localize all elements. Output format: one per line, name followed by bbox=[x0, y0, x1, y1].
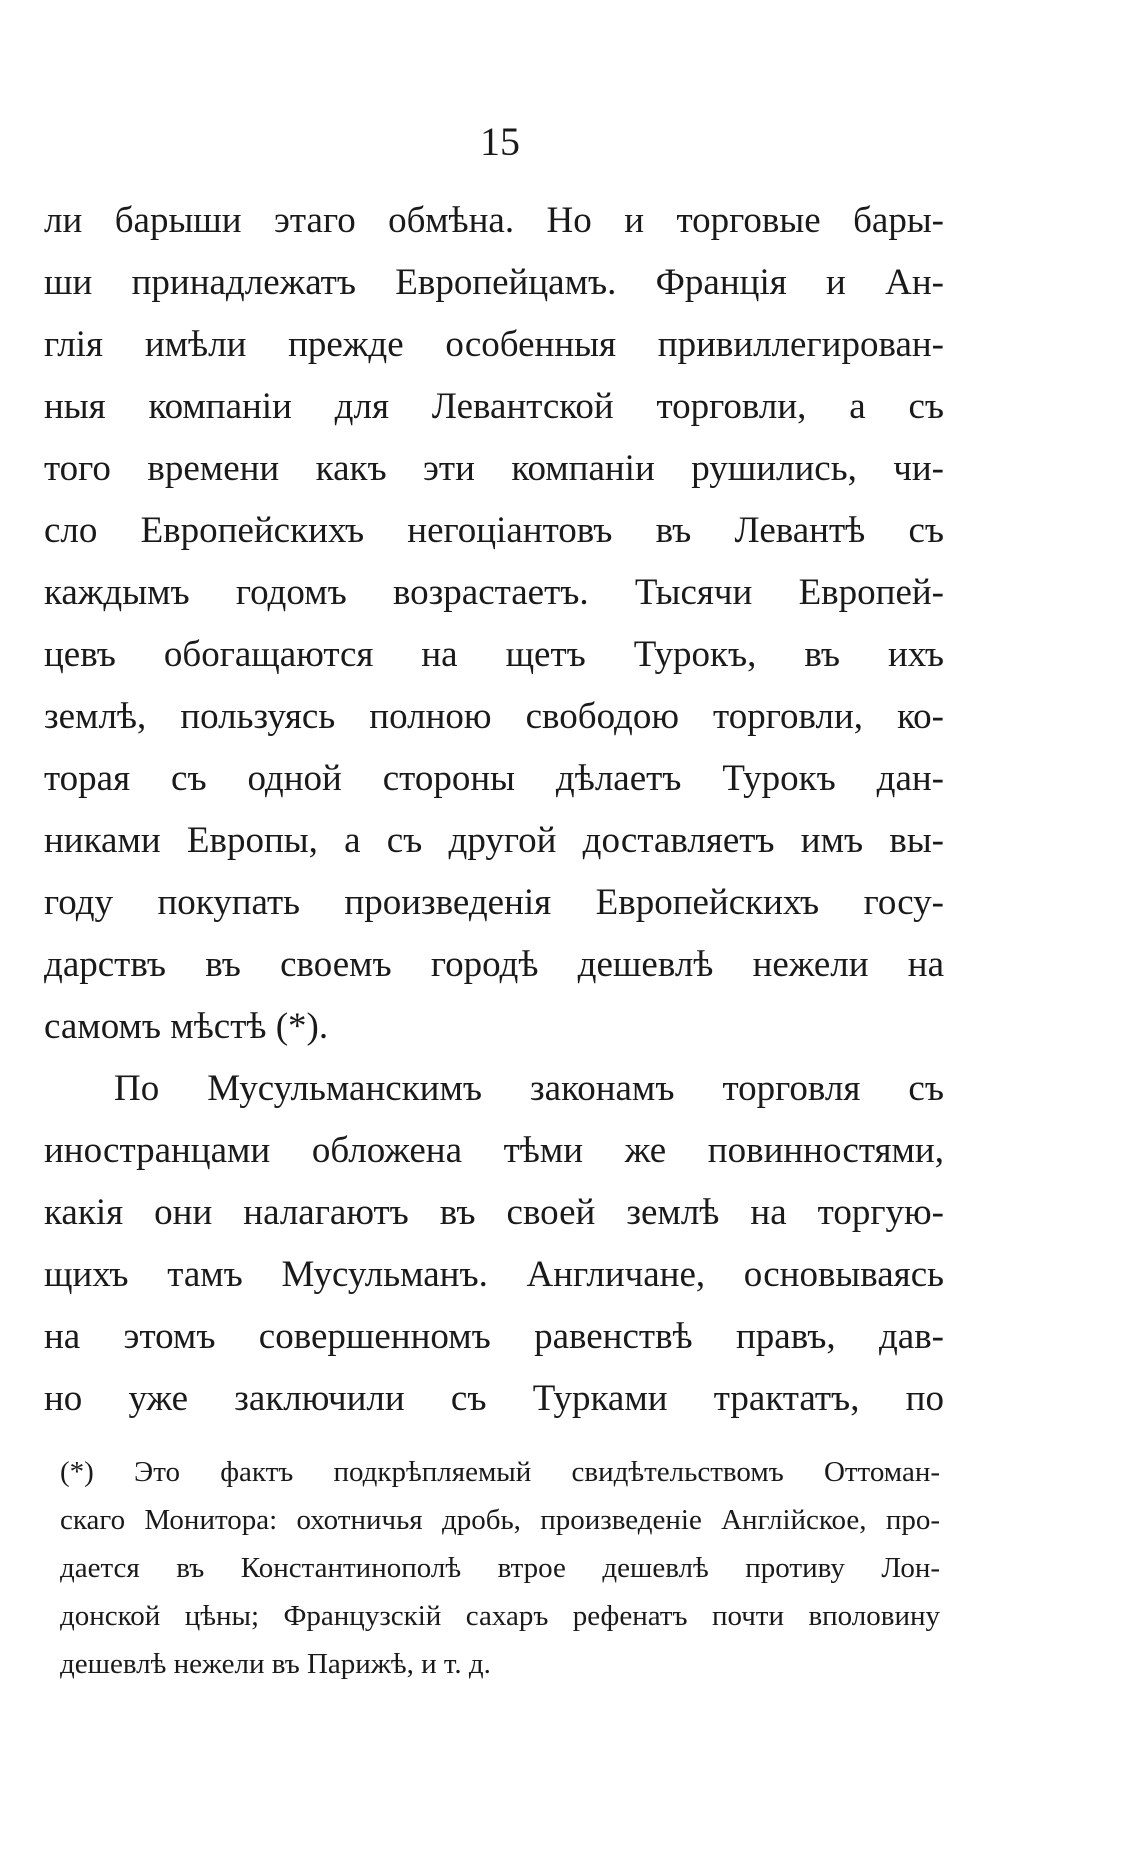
text-line: никами Европы, а съ другой доставляетъ имъ вы- bbox=[44, 820, 944, 861]
paragraph-start-line: По Мусульманскимъ законамъ торговля съ bbox=[114, 1068, 944, 1109]
text-line: какія они налагаютъ въ своей землѣ на торгую- bbox=[44, 1192, 944, 1233]
text-line: каждымъ годомъ возрастаетъ. Тысячи Европей- bbox=[44, 572, 944, 613]
footnote-line: (*) Это фактъ подкрѣпляемый свидѣтельствомъ Оттоман- bbox=[60, 1456, 940, 1488]
text-line: землѣ, пользуясь полною свободою торговли, ко- bbox=[44, 696, 944, 737]
text-line: сло Европейскихъ негоціантовъ въ Левантѣ съ bbox=[44, 510, 944, 551]
footnote-line: скаго Монитора: охотничья дробь, произведеніе Англійское, про- bbox=[60, 1504, 940, 1536]
text-line: году покупать произведенія Европейскихъ госу- bbox=[44, 882, 944, 923]
footnote-line: дешевлѣ нежели въ Парижѣ, и т. д. bbox=[60, 1648, 491, 1680]
text-line: того времени какъ эти компаніи рушились, чи- bbox=[44, 448, 944, 489]
text-line: самомъ мѣстѣ (*). bbox=[44, 1006, 329, 1047]
text-line: дарствъ въ своемъ городѣ дешевлѣ нежели на bbox=[44, 944, 944, 985]
page-number: 15 bbox=[480, 119, 520, 164]
text-line: глія имѣли прежде особенныя привиллегирован- bbox=[44, 324, 944, 365]
footnote-line: дается въ Константинополѣ втрое дешевлѣ противу Лон- bbox=[60, 1552, 940, 1584]
footnote-line: донской цѣны; Французскій сахаръ рефенатъ почти вполовину bbox=[60, 1600, 940, 1632]
text-line: на этомъ совершенномъ равенствѣ правъ, дав- bbox=[44, 1316, 944, 1357]
text-line: цевъ обогащаются на щетъ Турокъ, въ ихъ bbox=[44, 634, 944, 675]
text-line: щихъ тамъ Мусульманъ. Англичане, основываясь bbox=[44, 1254, 944, 1295]
text-line: иностранцами обложена тѣми же повинностями, bbox=[44, 1130, 944, 1171]
footnote bbox=[60, 1448, 940, 1688]
text-line: ши принадлежатъ Европейцамъ. Франція и Ан- bbox=[44, 262, 944, 303]
text-line: но уже заключили съ Турками трактатъ, по bbox=[44, 1378, 944, 1419]
text-line: торая съ одной стороны дѣлаетъ Турокъ дан- bbox=[44, 758, 944, 799]
text-line: ли барыши этаго обмѣна. Но и торговые бары- bbox=[44, 200, 944, 241]
text-line: ныя компаніи для Левантской торговли, а съ bbox=[44, 386, 944, 427]
main-text bbox=[44, 190, 944, 1430]
